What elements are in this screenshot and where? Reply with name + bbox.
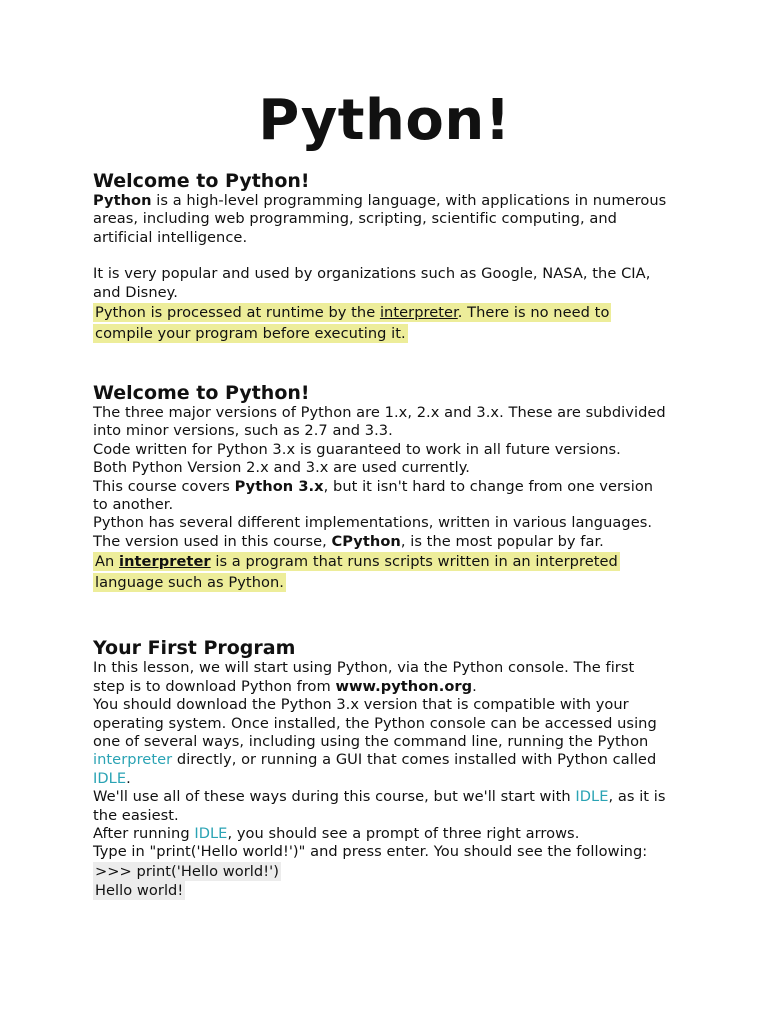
text: The version used in this course, xyxy=(93,532,332,550)
paragraph xyxy=(93,659,668,696)
section-heading: Welcome to Python! xyxy=(93,382,310,405)
code-output: Hello world! xyxy=(95,882,184,900)
text: is a high-level programming language, with applications in numerous areas, including web programming, scripting, scientific computing, and artificial intelligence. xyxy=(93,192,667,246)
text: , is the most popular by far. xyxy=(400,532,604,550)
interpreter-link[interactable]: interpreter xyxy=(93,751,173,769)
code-line xyxy=(93,881,668,900)
python-org-link[interactable]: www.python.org xyxy=(335,677,473,695)
paragraph: Code written for Python 3.x is guaranteed to work in all future versions. xyxy=(93,440,621,458)
paragraph xyxy=(93,788,668,825)
paragraph: It is very popular and used by organizations such as Google, NASA, the CIA, and Disney. xyxy=(93,265,651,301)
text: directly, or running a GUI that comes installed with Python called xyxy=(172,751,657,769)
text: , as it is the easiest. xyxy=(93,788,666,824)
section-first-program xyxy=(93,637,668,900)
text: This course covers xyxy=(93,477,235,495)
idle-link[interactable]: IDLE xyxy=(575,788,609,806)
highlight xyxy=(93,303,611,343)
text: In this lesson, we will start using Python, via the Python console. The first step is to download Python from xyxy=(93,659,635,695)
paragraph: Python has several different implementations, written in various languages. xyxy=(93,514,653,532)
highlighted-paragraph xyxy=(93,551,668,593)
paragraph xyxy=(93,478,668,515)
code-line xyxy=(93,862,668,881)
section-heading: Welcome to Python! xyxy=(93,170,310,192)
idle-link[interactable]: IDLE xyxy=(93,769,127,787)
interpreter-link[interactable]: interpreter xyxy=(119,553,211,571)
paragraph xyxy=(93,696,668,788)
section-welcome-2 xyxy=(93,382,668,593)
paragraph xyxy=(93,533,668,551)
text: is a program that runs scripts written in an interpreted language such as Python. xyxy=(95,553,618,592)
document-title: Python! xyxy=(258,88,511,153)
code-block: >>> print('Hello world!') xyxy=(95,862,279,880)
text: . xyxy=(472,677,477,695)
text: An xyxy=(95,553,120,571)
section-welcome-1 xyxy=(93,170,668,344)
text: Python is processed at runtime by the xyxy=(95,304,380,322)
interpreter-link[interactable]: interpreter xyxy=(379,304,458,322)
text: . xyxy=(126,769,131,787)
text: After running xyxy=(93,824,195,842)
paragraph: The three major versions of Python are 1.x, 2.x and 3.x. These are subdivided into minor versions, such as 2.7 and 3.3. xyxy=(93,404,666,440)
bold-text: Python xyxy=(93,192,152,209)
text: You should download the Python 3.x version that is compatible with your operating system. Once installed, the Python console can be accessed using one of several ways, including using the command line, running the Python xyxy=(93,696,657,750)
paragraph: Type in "print('Hello world!')" and press enter. You should see the following: xyxy=(93,843,648,861)
text: . There is no need to compile your program before executing it. xyxy=(95,304,610,343)
paragraph xyxy=(93,192,668,247)
text: , but it isn't hard to change from one version to another. xyxy=(93,477,654,514)
highlight xyxy=(93,552,620,592)
paragraph xyxy=(93,825,668,843)
bold-text: Python 3.x xyxy=(234,477,324,495)
idle-link[interactable]: IDLE xyxy=(194,824,228,842)
text: , you should see a prompt of three right arrows. xyxy=(227,824,580,842)
highlighted-paragraph xyxy=(93,302,668,344)
paragraph: Both Python Version 2.x and 3.x are used currently. xyxy=(93,459,470,477)
section-heading: Your First Program xyxy=(93,637,296,660)
text: We'll use all of these ways during this course, but we'll start with xyxy=(93,788,576,806)
bold-text: CPython xyxy=(331,532,401,550)
